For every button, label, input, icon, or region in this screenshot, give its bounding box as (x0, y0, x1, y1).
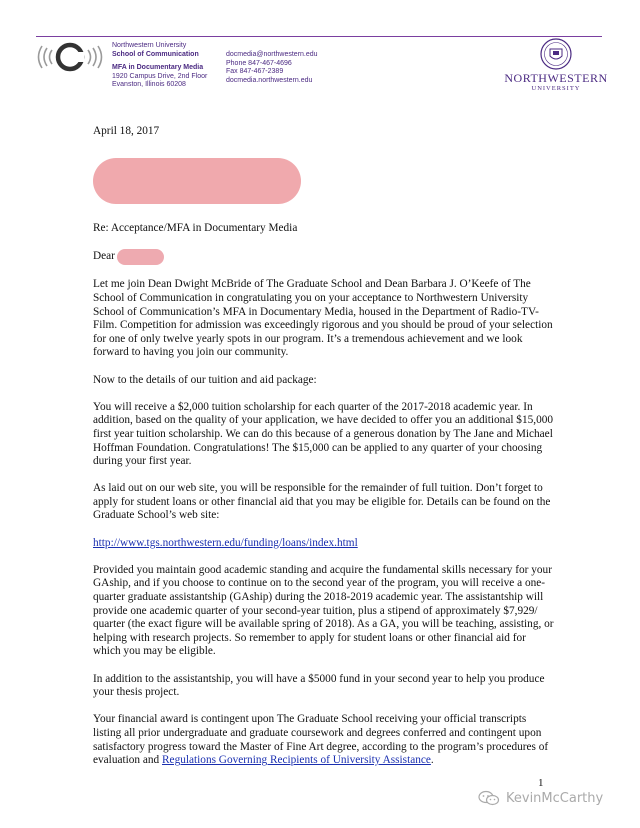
salutation: Dear (93, 249, 115, 262)
letterhead-rule (36, 36, 602, 37)
letterhead-contact (226, 51, 318, 85)
paragraph-thesis-fund: In addition to the assistantship, you will have a $5000 fund in your second year to help you produce your thesis project. (93, 672, 545, 699)
program-name: MFA in Documentary Media (112, 64, 204, 72)
regulations-link[interactable]: Regulations Governing Recipients of University Assistance (162, 754, 431, 767)
contact-website: docmedia.northwestern.edu (226, 76, 313, 84)
paragraph-assistantship: Provided you maintain good academic standing and acquire the fundamental skills necessary for your GAship, and if you choose to continue on to the second year of the program, you will receive a one-quarter graduate assistantship (GAship) during the 2018-2019 academic year. The assistantship will provide one academic quarter of your second-year tuition, plus a stipend of approximately $7,929/ quarter (the exact figure will be available spring of 2018). As a GA, you will be teaching, assisting, or helping with research projects. So remember to apply for student loans or other financial aid for which you may be eligible. (93, 563, 554, 658)
watermark (478, 790, 603, 806)
university-line: Northwestern University (112, 42, 187, 49)
redacted-recipient-name (117, 249, 164, 265)
loans-link[interactable]: http://www.tgs.northwestern.edu/funding/loans/index.html (93, 536, 358, 549)
university-wordmark-sub: UNIVERSITY (531, 85, 581, 92)
letter-date: April 18, 2017 (93, 125, 160, 137)
loans-link-row (93, 537, 555, 551)
contact-email: docmedia@northwestern.edu (226, 51, 318, 58)
address-line-1: 1920 Campus Drive, 2nd Floor (112, 72, 208, 80)
page-number: 1 (538, 777, 544, 789)
paragraph-aid-intro: Now to the details of our tuition and aid package: (93, 373, 317, 386)
university-wordmark: NORTHWESTERN (504, 71, 608, 85)
wechat-icon (478, 790, 500, 806)
paragraph-congratulations: Let me join Dean Dwight McBride of The Graduate School and Dean Barbara J. O’Keefe of The School of Communication in congratulating you on your acceptance to Northwestern University School of Communication’s MFA in Documentary Media, housed in the Department of Radio-TV-Film. Competition for admission was exceedingly rigorous and you should be proud of your selection for one of only twelve yearly spots in our program. It’s a tremendous achievement and we look forward to having you join our community. (93, 278, 553, 359)
watermark-text: KevinMcCarthy (506, 790, 604, 806)
salutation-row (93, 249, 555, 265)
letterhead-address (112, 42, 207, 90)
university-seal-icon (540, 38, 572, 70)
contingency-text: Your financial award is contingent upon The Graduate School receiving your official transcripts listing all prior undergraduate and graduate coursework and degrees conferred and contingent upon satisfactory progress toward the Master of Fine Art degree, according to the program’s procedures of evaluation and (93, 713, 549, 767)
contact-phone: Phone 847-467-4696 (226, 59, 292, 67)
paragraph-tuition: As laid out on our web site, you will be responsible for the remainder of full tuition. Don’t forget to apply for student loans or other financial aid that you may be eligible for. Details can be found on the Graduate School’s web site: (93, 482, 551, 522)
paragraph-scholarship: You will receive a $2,000 tuition scholarship for each quarter of the 2017-2018 academic year. In addition, based on the quality of your application, we have decided to offer you an additional $15,000 first year tuition scholarship. We can do this because of a generous donation by The Jane and Michael Hoffman Foundation. Congratulations! The $15,000 can be applied to any quarter of your choosing during your first year. (93, 400, 554, 468)
letter-subject: Re: Acceptance/MFA in Documentary Media (93, 221, 298, 234)
school-logo-icon (34, 42, 106, 72)
redacted-recipient-address (93, 158, 301, 204)
paragraph-contingency (93, 713, 555, 767)
school-name: School of Communication (112, 50, 199, 58)
contingency-end: . (430, 754, 434, 767)
contact-fax: Fax 847-467-2389 (226, 68, 284, 76)
address-line-2: Evanston, Illinois 60208 (112, 81, 186, 89)
letter-body (93, 125, 555, 781)
